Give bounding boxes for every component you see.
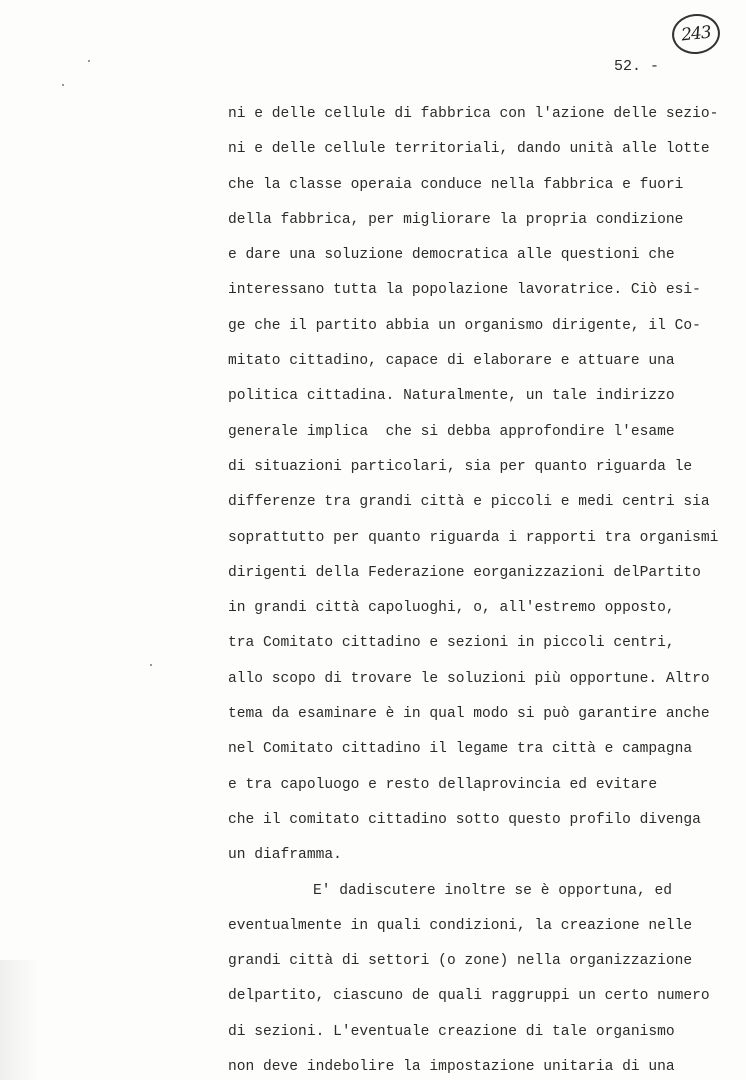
text-line: politica cittadina. Naturalmente, un tale indirizzo [228,388,675,405]
text-line: un diaframma. [228,847,342,864]
text-line: che il comitato cittadino sotto questo profilo divenga [228,811,701,828]
text-line: che la classe operaia conduce nella fabbrica e fuori [228,176,684,193]
text-line: interessano tutta la popolazione lavoratrice. Ciò esi- [228,282,701,299]
text-line: di situazioni particolari, sia per quanto riguarda le [228,458,693,475]
scan-speck [88,60,90,62]
text-line: e dare una soluzione democratica alle questioni che [228,247,675,264]
body-text [228,100,742,1080]
text-line: eventualmente in quali condizioni, la creazione nelle [228,917,693,934]
text-line: soprattutto per quanto riguarda i rapporti tra organismi [228,529,719,546]
paragraph-start-line: E' dadiscutere inoltre se è opportuna, ed [313,882,673,899]
text-line: ge che il partito abbia un organismo dirigente, il Co- [228,317,701,334]
scan-speck [150,664,152,666]
text-line: generale implica che si debba approfondire l'esame [228,423,675,440]
text-line: e tra capoluogo e resto dellaprovincia ed evitare [228,776,658,793]
scan-edge-shadow [0,960,40,1080]
text-line: della fabbrica, per migliorare la propria condizione [228,211,684,228]
text-line: allo scopo di trovare le soluzioni più opportune. Altro [228,670,710,687]
text-line: tema da esaminare è in qual modo si può garantire anche [228,706,710,723]
text-line: grandi città di settori (o zone) nella organizzazione [228,953,693,970]
scan-speck [62,84,64,86]
text-line: ni e delle cellule di fabbrica con l'azione delle sezio- [228,106,719,122]
text-line: ni e delle cellule territoriali, dando unità alle lotte [228,141,710,158]
text-line: non deve indebolire la impostazione unitaria di una [228,1059,675,1076]
text-line: delpartito, ciascuno de quali raggruppi un certo numero [228,988,710,1005]
text-line: tra Comitato cittadino e sezioni in piccoli centri, [228,635,675,652]
text-line: nel Comitato cittadino il legame tra città e campagna [228,741,693,758]
page-number: 52. - [614,58,660,75]
archive-stamp [670,12,722,57]
text-line: mitato cittadino, capace di elaborare e attuare una [228,353,675,370]
text-line: differenze tra grandi città e piccoli e medi centri sia [228,494,710,511]
text-line: di sezioni. L'eventuale creazione di tale organismo [228,1023,675,1040]
text-line: in grandi città capoluoghi, o, all'estremo opposto, [228,600,675,617]
archive-stamp-number: 243 [680,22,712,46]
text-line: dirigenti della Federazione eorganizzazioni delPartito [228,564,701,581]
